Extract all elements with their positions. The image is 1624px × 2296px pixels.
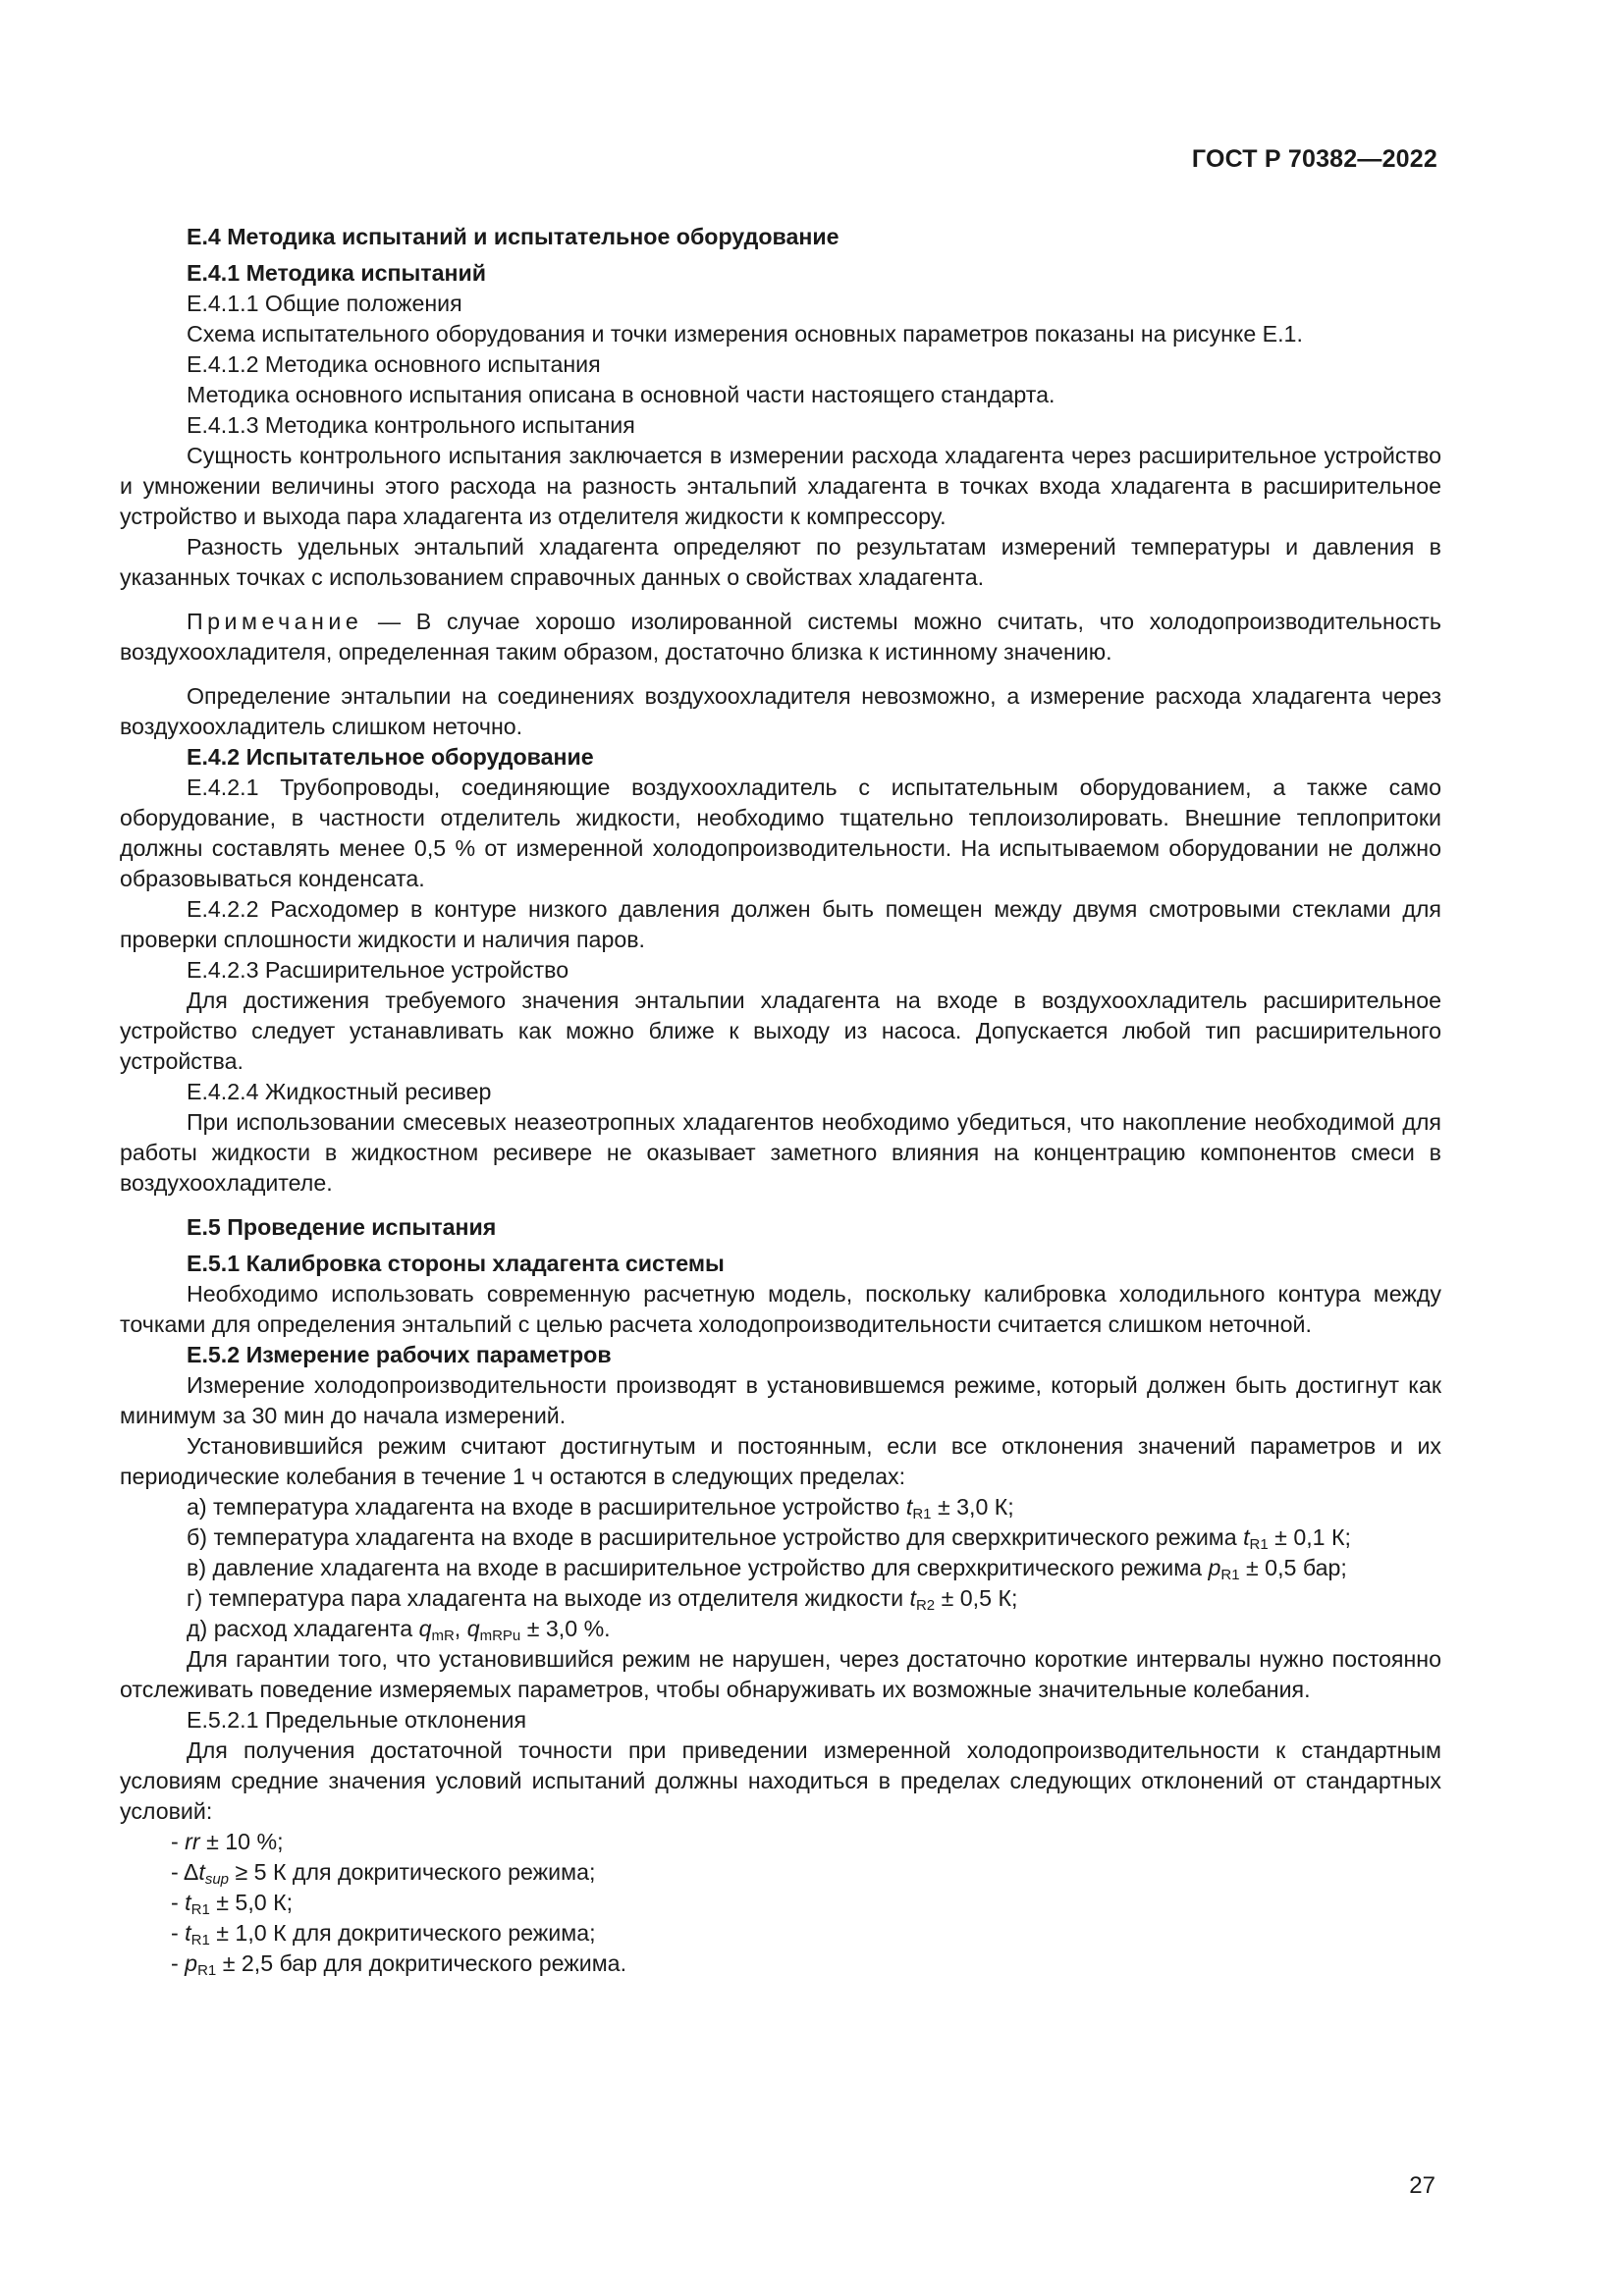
list-item-d bbox=[120, 1583, 1441, 1614]
section-e423-title: E.4.2.3 Расширительное устройство bbox=[187, 957, 569, 983]
section-e412-text: Методика основного испытания описана в основной части настоящего стандарта. bbox=[187, 382, 1056, 407]
section-e52-paragraph-2: Установившийся режим считают достигнутым и постоянным, если все отклонения значений параметров и их периодические колебания в течение 1 ч остаются в следующих пределах: bbox=[120, 1433, 1441, 1489]
dash-item-2-symbol: t bbox=[198, 1859, 205, 1885]
dash-item-5-text: ± 2,5 бар для докритического режима. bbox=[216, 1950, 627, 1976]
section-e51-text: Необходимо использовать современную расчетную модель, поскольку калибровка холодильного контура между точками для определения энтальпий с целью расчета холодопроизводительности считается слишком неточной. bbox=[120, 1281, 1441, 1337]
section-e42-title: E.4.2 Испытательное оборудование bbox=[187, 744, 594, 770]
dash-item-4-subscript: R1 bbox=[190, 1932, 210, 1949]
dash-item-1 bbox=[120, 1827, 1441, 1857]
section-e521-title: E.5.2.1 Предельные отклонения bbox=[187, 1707, 527, 1733]
list-item-b-symbol: t bbox=[1243, 1524, 1250, 1550]
section-e411-title: E.4.1.1 Общие положения bbox=[187, 291, 462, 316]
dash-marker: - bbox=[171, 1950, 186, 1976]
dash-marker: - bbox=[171, 1890, 186, 1915]
section-e413-title: E.4.1.3 Методика контрольного испытания bbox=[187, 412, 635, 438]
section-e521-text: Для получения достаточной точности при приведении измеренной холодопроизводительности к стандартным условиям средние значения условий испытаний должны находиться в пределах следующих отклонений от стандартных условий: bbox=[120, 1737, 1441, 1824]
list-item-e bbox=[120, 1614, 1441, 1644]
dash-item-3-symbol: t bbox=[185, 1890, 191, 1915]
section-e424-text: При использовании смесевых неазеотропных хладагентов необходимо убедиться, что накопление необходимой для работы жидкости в жидкостном ресивере не оказывает заметного влияния на концентрацию компонентов смеси в воздухоохладителе. bbox=[120, 1109, 1441, 1196]
list-item-d-symbol: t bbox=[909, 1585, 916, 1611]
list-item-d-subscript: R2 bbox=[915, 1597, 936, 1614]
section-e413-paragraph-3: Определение энтальпии на соединениях воздухоохладителя невозможно, а измерение расхода хладагента через воздухоохладитель слишком неточно. bbox=[120, 683, 1441, 739]
section-e5-title: E.5 Проведение испытания bbox=[187, 1214, 497, 1240]
dash-item-4 bbox=[120, 1918, 1441, 1949]
dash-item-1-text: ± 10 %; bbox=[199, 1829, 284, 1854]
list-item-e-symbol-1: q bbox=[418, 1616, 432, 1641]
dash-item-1-symbol: rr bbox=[185, 1829, 200, 1854]
list-item-a-symbol: t bbox=[905, 1494, 913, 1520]
list-item-e-subscript-2: mRPu bbox=[479, 1628, 521, 1644]
list-item-a-subscript: R1 bbox=[912, 1506, 932, 1522]
note-text: — В случае хорошо изолированной системы можно считать, что холодопроизводительность воздухоохладителя, определенная таким образом, достаточно близка к истинному значению. bbox=[120, 609, 1441, 665]
dash-marker: - bbox=[171, 1859, 184, 1885]
document-body bbox=[120, 222, 1441, 1979]
list-item-b-tolerance: ± 0,1 К; bbox=[1268, 1524, 1351, 1550]
list-item-e-tolerance: ± 3,0 %. bbox=[520, 1616, 611, 1641]
section-e4-title: E.4 Методика испытаний и испытательное оборудование bbox=[187, 224, 839, 249]
section-e423-text: Для достижения требуемого значения энтальпии хладагента на входе в воздухоохладитель расширительное устройство следует устанавливать как можно ближе к выходу из насоса. Допускается любой тип расширительного устройства. bbox=[120, 988, 1441, 1074]
section-e413-paragraph-1: Сущность контрольного испытания заключается в измерении расхода хладагента через расширительное устройство и умножении величины этого расхода на разность энтальпий хладагента в точках входа хладагента в расширительное устройство и выхода пара хладагента из отделителя жидкости к компрессору. bbox=[120, 443, 1441, 529]
dash-item-5-symbol: p bbox=[185, 1950, 198, 1976]
list-item-c-tolerance: ± 0,5 бар; bbox=[1239, 1555, 1347, 1580]
list-item-e-symbol-2: q bbox=[466, 1616, 480, 1641]
page-number: 27 bbox=[1409, 2172, 1435, 2199]
list-item-b bbox=[120, 1522, 1441, 1553]
section-e52-paragraph-3: Для гарантии того, что установившийся режим не нарушен, через достаточно короткие интервалы нужно постоянно отслеживать поведение измеряемых параметров, чтобы обнаруживать их возможные значительные колебания. bbox=[120, 1646, 1441, 1702]
dash-item-2-subscript: sup bbox=[204, 1871, 230, 1888]
list-item-c-text: в) давление хладагента на входе в расширительное устройство для сверхкритического режима bbox=[187, 1555, 1209, 1580]
section-e52-paragraph-1: Измерение холодопроизводительности производят в установившемся режиме, который должен быть достигнут как минимум за 30 мин до начала измерений. bbox=[120, 1372, 1441, 1428]
section-e411-text: Схема испытательного оборудования и точки измерения основных параметров показаны на рисунке E.1. bbox=[187, 321, 1303, 347]
list-item-b-subscript: R1 bbox=[1249, 1536, 1269, 1553]
dash-marker: - bbox=[171, 1920, 186, 1946]
note-paragraph bbox=[120, 607, 1441, 667]
dash-item-2 bbox=[120, 1857, 1441, 1888]
list-item-d-tolerance: ± 0,5 К; bbox=[935, 1585, 1018, 1611]
section-e421-text: E.4.2.1 Трубопроводы, соединяющие воздухоохладитель с испытательным оборудованием, а также само оборудование, в частности отделитель жидкости, необходимо тщательно теплоизолировать. Внешние теплопритоки должны составлять менее 0,5 % от измеренной холодопроизводительности. На испытываемом оборудовании не должно образовываться конденсата. bbox=[120, 774, 1441, 891]
note-label: Примечание bbox=[187, 609, 363, 634]
section-e424-title: E.4.2.4 Жидкостный ресивер bbox=[187, 1079, 492, 1104]
dash-item-2-delta: Δ bbox=[183, 1859, 199, 1885]
list-item-e-separator: , bbox=[454, 1616, 467, 1641]
list-item-e-subscript-1: mR bbox=[431, 1628, 455, 1644]
dash-item-3-text: ± 5,0 К; bbox=[209, 1890, 294, 1915]
dash-item-5 bbox=[120, 1949, 1441, 1979]
dash-item-4-symbol: t bbox=[185, 1920, 191, 1946]
dash-item-2-text: ≥ 5 К для докритического режима; bbox=[229, 1859, 596, 1885]
list-item-d-text: г) температура пара хладагента на выходе из отделителя жидкости bbox=[187, 1585, 910, 1611]
list-item-a-tolerance: ± 3,0 К; bbox=[931, 1494, 1014, 1520]
document-header-id: ГОСТ Р 70382—2022 bbox=[1191, 145, 1437, 173]
dash-item-3-subscript: R1 bbox=[190, 1901, 210, 1918]
section-e51-title: E.5.1 Калибровка стороны хладагента системы bbox=[187, 1251, 725, 1276]
list-item-c-subscript: R1 bbox=[1220, 1567, 1240, 1583]
list-item-a bbox=[120, 1492, 1441, 1522]
section-e41-title: E.4.1 Методика испытаний bbox=[187, 260, 487, 286]
list-item-a-text: а) температура хладагента на входе в расширительное устройство bbox=[187, 1494, 906, 1520]
list-item-c bbox=[120, 1553, 1441, 1583]
section-e422-text: E.4.2.2 Расходомер в контуре низкого давления должен быть помещен между двумя смотровыми стеклами для проверки сплошности жидкости и наличия паров. bbox=[120, 896, 1441, 952]
dash-item-4-text: ± 1,0 К для докритического режима; bbox=[209, 1920, 596, 1946]
list-item-b-text: б) температура хладагента на входе в расширительное устройство для сверхкритического режима bbox=[187, 1524, 1244, 1550]
dash-item-3 bbox=[120, 1888, 1441, 1918]
list-item-e-text: д) расход хладагента bbox=[187, 1616, 419, 1641]
section-e412-title: E.4.1.2 Методика основного испытания bbox=[187, 351, 601, 377]
list-item-c-symbol: p bbox=[1208, 1555, 1221, 1580]
dash-item-5-subscript: R1 bbox=[197, 1962, 217, 1979]
section-e413-paragraph-2: Разность удельных энтальпий хладагента определяют по результатам измерений температуры и давления в указанных точках с использованием справочных данных о свойствах хладагента. bbox=[120, 534, 1441, 590]
section-e52-title: E.5.2 Измерение рабочих параметров bbox=[187, 1342, 612, 1367]
dash-marker: - bbox=[171, 1829, 186, 1854]
